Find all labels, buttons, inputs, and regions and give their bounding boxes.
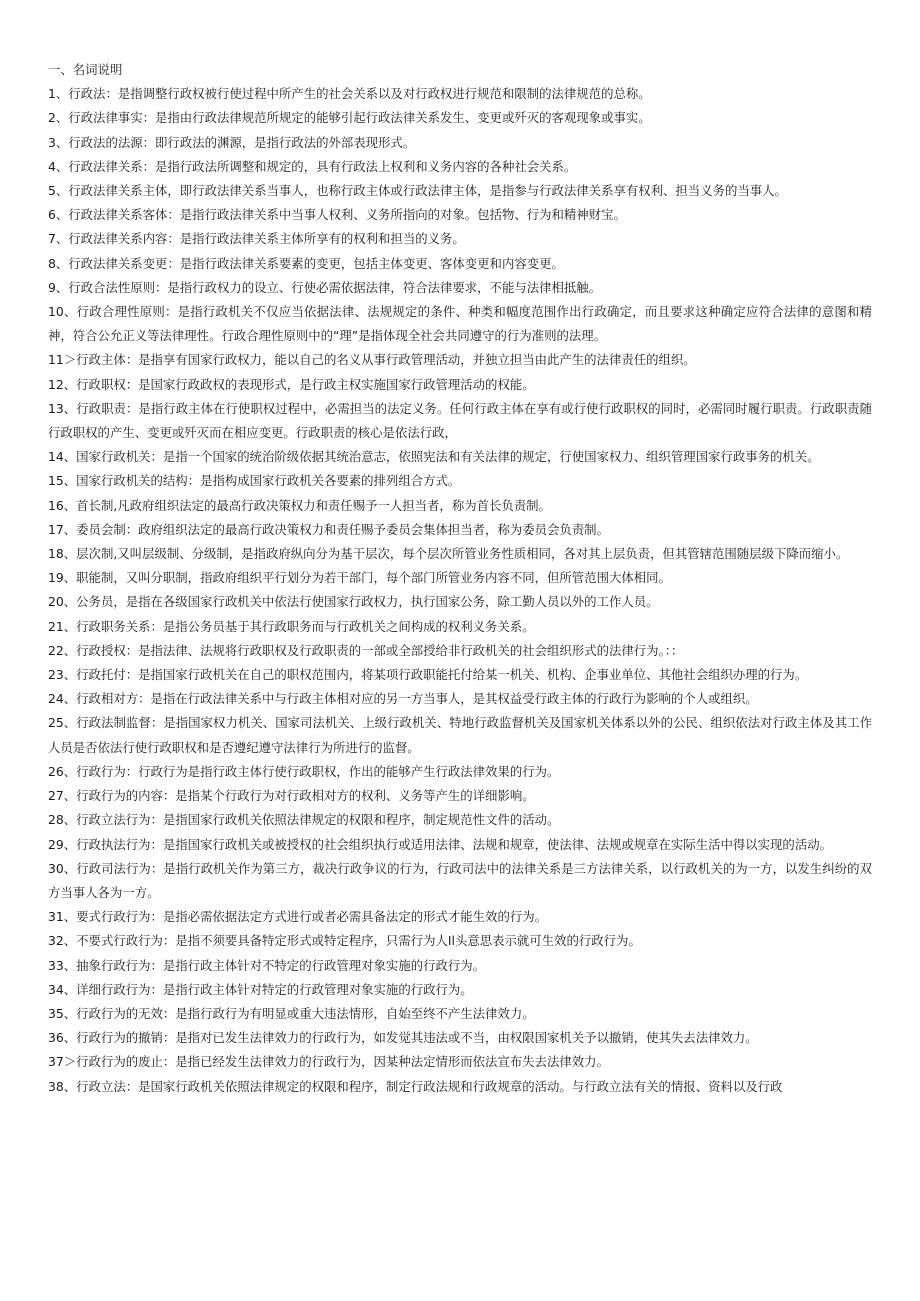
- definition-entry-15: 15、国家行政机关的结构：是指构成国家行政机关各要素的排列组合方式。: [48, 473, 461, 489]
- definition-entry-9: 9、行政合法性原则：是指行政权力的设立、行使必需依据法律，符合法律要求，不能与法律相抵触。: [48, 279, 602, 295]
- definition-entry-30: 30、行政司法行为：是指行政机关作为第三方，裁决行政争议的行为，行政司法中的法律关系是三方法律关系，以行政机关的为一方，以发生纠纷的双方当事人各为一方。: [48, 860, 872, 900]
- definition-entry-29: 29、行政执法行为：是指国家行政机关或被授权的社会组织执行或适用法律、法规和规章，使法律、法规或规章在实际生活中得以实现的活动。: [48, 836, 832, 852]
- definition-entry-32: 32、不要式行政行为：是指不须要具备特定形式或特定程序，只需行为人Il头意思表示就可生效的行政行为。: [48, 933, 641, 949]
- definition-entry-1: 1、行政法：是指调整行政权被行使过程中所产生的社会关系以及对行政权进行规范和限制的法律规范的总称。: [48, 86, 651, 102]
- definition-entry-26: 26、行政行为：行政行为是指行政主体行使行政职权，作出的能够产生行政法律效果的行为。: [48, 763, 560, 779]
- definition-entry-38: 38、行政立法：是国家行政机关依照法律规定的权限和程序，制定行政法规和行政规章的活动。与行政立法有关的情报、资料以及行政: [48, 1078, 783, 1094]
- definition-entry-24: 24、行政相对方：是指在行政法律关系中与行政主体相对应的另一方当事人，是其权益受行政主体的行政行为影响的个人或组织。: [48, 691, 758, 707]
- definition-entry-6: 6、行政法律关系客体：是指行政法律关系中当事人权利、义务所指向的对象。包括物、行为和精神财宝。: [48, 207, 626, 223]
- definition-entry-12: 12、行政职权：是国家行政政权的表现形式，是行政主权实施国家行政管理活动的权能。: [48, 376, 535, 392]
- definition-entry-14: 14、国家行政机关：是指一个国家的统治阶级依据其统治意志，依照宪法和有关法律的规定，行使国家权力、组织管理国家行政事务的机关。: [48, 449, 820, 465]
- definition-entry-13: 13、行政职责：是指行政主体在行使职权过程中，必需担当的法定义务。任何行政主体在享有或行使行政职权的同时，必需同时履行职责。行政职责随行政职权的产生、变更或歼灭而在相应变更。行政职责的核心是依法行政，: [48, 400, 872, 441]
- definition-entry-3: 3、行政法的法源：即行政法的渊源，是指行政法的外部表现形式。: [48, 134, 416, 150]
- definition-entry-36: 36、行政行为的撤销：是指对已发生法律效力的行政行为，如发觉其违法或不当，由权限国家机关予以撤销，使其失去法律效力。: [48, 1030, 758, 1046]
- definition-entry-23: 23、行政托付：是指国家行政机关在自己的职权范围内，将某项行政职能托付给某一机关、机构、企事业单位、其他社会组织办理的行为。: [48, 667, 808, 683]
- section-heading: 一、名词说明: [48, 62, 123, 77]
- definition-entry-21: 21、行政职务关系：是指公务员基于其行政职务而与行政机关之间构成的权利义务关系。: [48, 618, 535, 634]
- definition-entry-5: 5、行政法律关系主体，即行政法律关系当事人，也称行政主体或行政法律主体，是指参与行政法律关系享有权利、担当义务的当事人。: [48, 183, 787, 199]
- definition-entry-7: 7、行政法律关系内容：是指行政法律关系主体所享有的权利和担当的义务。: [48, 231, 465, 247]
- definition-entry-16: 16、首长制,凡政府组织法定的最高行政决策权力和责任赐予一人担当者，称为首长负责制。: [48, 497, 551, 513]
- definition-entry-35: 35、行政行为的无效：是指行政行为有明显或重大违法情形，自始至终不产生法律效力。: [48, 1005, 535, 1021]
- definition-entry-22: 22、行政授权：是指法律、法规将行政职权及行政职责的一部或全部授给非行政机关的社会组织形式的法律行为。：：: [48, 642, 684, 658]
- definition-entry-27: 27、行政行为的内容：是指某个行政行为对行政相对方的权利、义务等产生的详细影响。: [48, 788, 535, 804]
- definition-entry-20: 20、公务员，是指在各级国家行政机关中依法行使国家行政权力，执行国家公务，除工勤人员以外的工作人员。: [48, 594, 659, 610]
- definition-entry-2: 2、行政法律事实：是指由行政法律规范所规定的能够引起行政法律关系发生、变更或歼灭的客观现象或事实。: [48, 110, 651, 126]
- definition-entry-4: 4、行政法律关系：是指行政法所调整和规定的，具有行政法上权利和义务内容的各种社会关系。: [48, 158, 577, 174]
- document-page: [48, 58, 872, 1099]
- definition-entry-31: 31、要式行政行为：是指必需依据法定方式进行或者必需具备法定的形式才能生效的行为。: [48, 909, 548, 925]
- definition-entry-11: 11＞行政主体：是指享有国家行政权力，能以自己的名义从事行政管理活动，并独立担当由此产生的法律责任的组织。: [48, 352, 696, 368]
- definition-entry-28: 28、行政立法行为：是指国家行政机关依照法律规定的权限和程序，制定规范性文件的活动。: [48, 812, 560, 828]
- definition-entry-10: 10、行政合理性原则：是指行政机关不仅应当依据法律、法规规定的条件、种类和幅度范围作出行政确定，而且要求这种确定应符合法律的意图和精神，符合公允正义等法律理性。行政合理性原则中的“理”是指体现全社会共同遵守的行为准则的法理。: [48, 304, 872, 344]
- definition-entry-25: 25、行政法制监督：是指国家权力机关、国家司法机关、上级行政机关、特地行政监督机关及国家机关体系以外的公民、组织依法对行政主体及其工作人员是否依法行使行政职权和是否遵纪遵守法律行为所进行的监督。: [48, 715, 872, 755]
- definition-entry-34: 34、详细行政行为：是指行政主体针对特定的行政管理对象实施的行政行为。: [48, 981, 473, 997]
- definition-entry-8: 8、行政法律关系变更：是指行政法律关系要素的变更，包括主体变更、客体变更和内容变更。: [48, 255, 564, 271]
- definition-entry-33: 33、抽象行政行为：是指行政主体针对不特定的行政管理对象实施的行政行为。: [48, 957, 486, 973]
- definition-entry-37: 37＞行政行为的废止：是指已经发生法律效力的行政行为，因某种法定情形而依法宣布失去法律效力。: [48, 1054, 609, 1070]
- definition-entry-19: 19、职能制，又叫分职制，指政府组织平行划分为若干部门，每个部门所管业务内容不同，但所管范围大体相同。: [48, 570, 671, 586]
- definition-entry-18: 18、层次制,又叫层级制、分级制，是指政府纵向分为基干层次，每个层次所管业务性质相同，各对其上层负责，但其管辖范围随层级下降而缩小。: [48, 546, 849, 562]
- definition-entry-17: 17、委员会制：政府组织法定的最高行政决策权力和责任赐予委员会集体担当者，称为委员会负责制。: [48, 521, 609, 537]
- definition-list: [48, 82, 872, 1099]
